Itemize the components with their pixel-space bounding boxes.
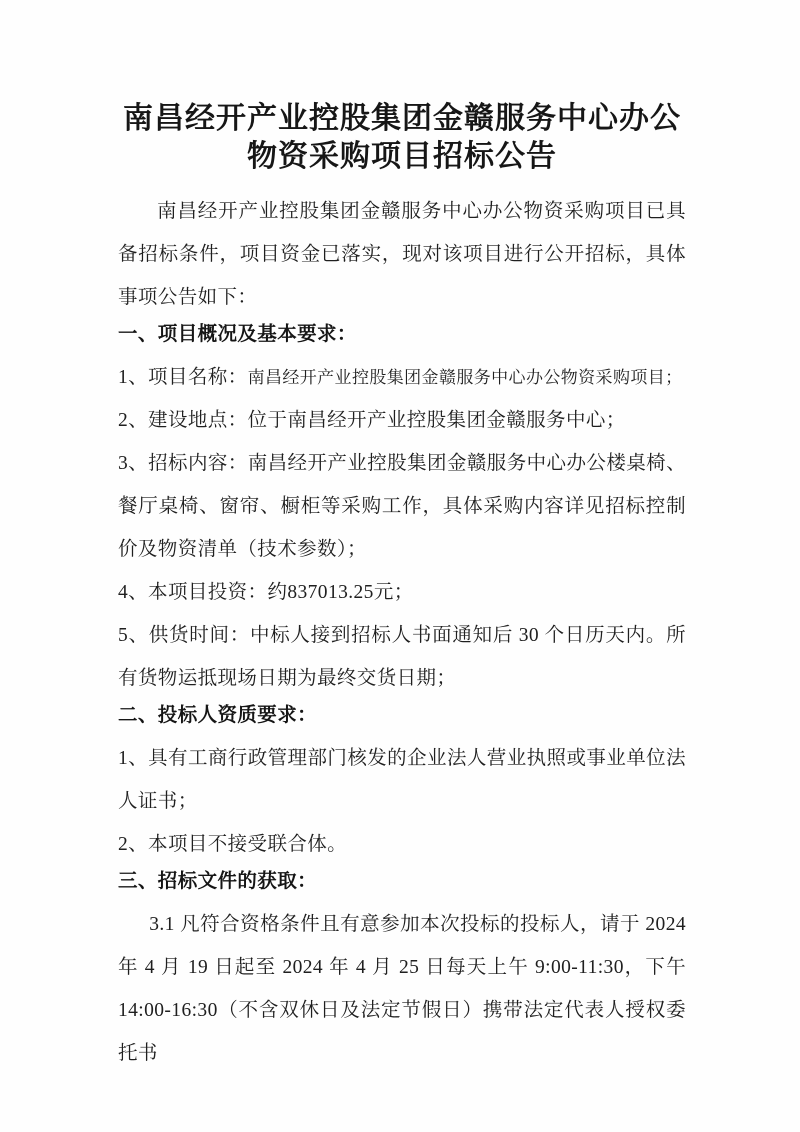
tender-content-item: 3、招标内容：南昌经开产业控股集团金赣服务中心办公楼桌椅、餐厅桌椅、窗帘、橱柜等采购工作，具体采购内容详见招标控制价及物资清单（技术参数）； [118, 453, 686, 560]
project-name-item [118, 356, 686, 399]
delivery-time-item: 5、供货时间：中标人接到招标人书面通知后 30 个日历天内。所有货物运抵现场日期为最终交货日期； [118, 625, 686, 689]
title-line-2: 物资采购项目招标公告 [247, 140, 557, 173]
intro-paragraph: 南昌经开产业控股集团金赣服务中心办公物资采购项目已具备招标条件，项目资金已落实，现对该项目进行公开招标，具体事项公告如下： [118, 201, 686, 308]
qualification-item-1: 1、具有工商行政管理部门核发的企业法人营业执照或事业单位法人证书； [118, 748, 686, 812]
project-name-value: 南昌经开产业控股集团金赣服务中心办公物资采购项目； [247, 368, 683, 387]
construction-site-item: 2、建设地点：位于南昌经开产业控股集团金赣服务中心； [118, 410, 626, 431]
title-line-1: 南昌经开产业控股集团金赣服务中心办公 [123, 102, 681, 135]
section-3-heading: 三、招标文件的获取： [118, 871, 318, 892]
qualification-item-2: 2、本项目不接受联合体。 [118, 834, 348, 855]
investment-item: 4、本项目投资：约837013.25元； [118, 582, 414, 603]
section-2-heading: 二、投标人资质要求： [118, 705, 318, 726]
document-title [118, 100, 686, 176]
section-1-heading: 一、项目概况及基本要求： [118, 324, 357, 345]
document-acquisition-paragraph: 3.1 凡符合资格条件且有意参加本次投标的投标人，请于 2024 年 4 月 19 日起至 2024 年 4 月 25 日每天上午 9:00-11:30，下午 14:00-16:30（不含双休日及法定节假日）携带法定代表人授权委托书 [118, 914, 686, 1064]
project-name-label: 1、项目名称： [118, 367, 248, 388]
